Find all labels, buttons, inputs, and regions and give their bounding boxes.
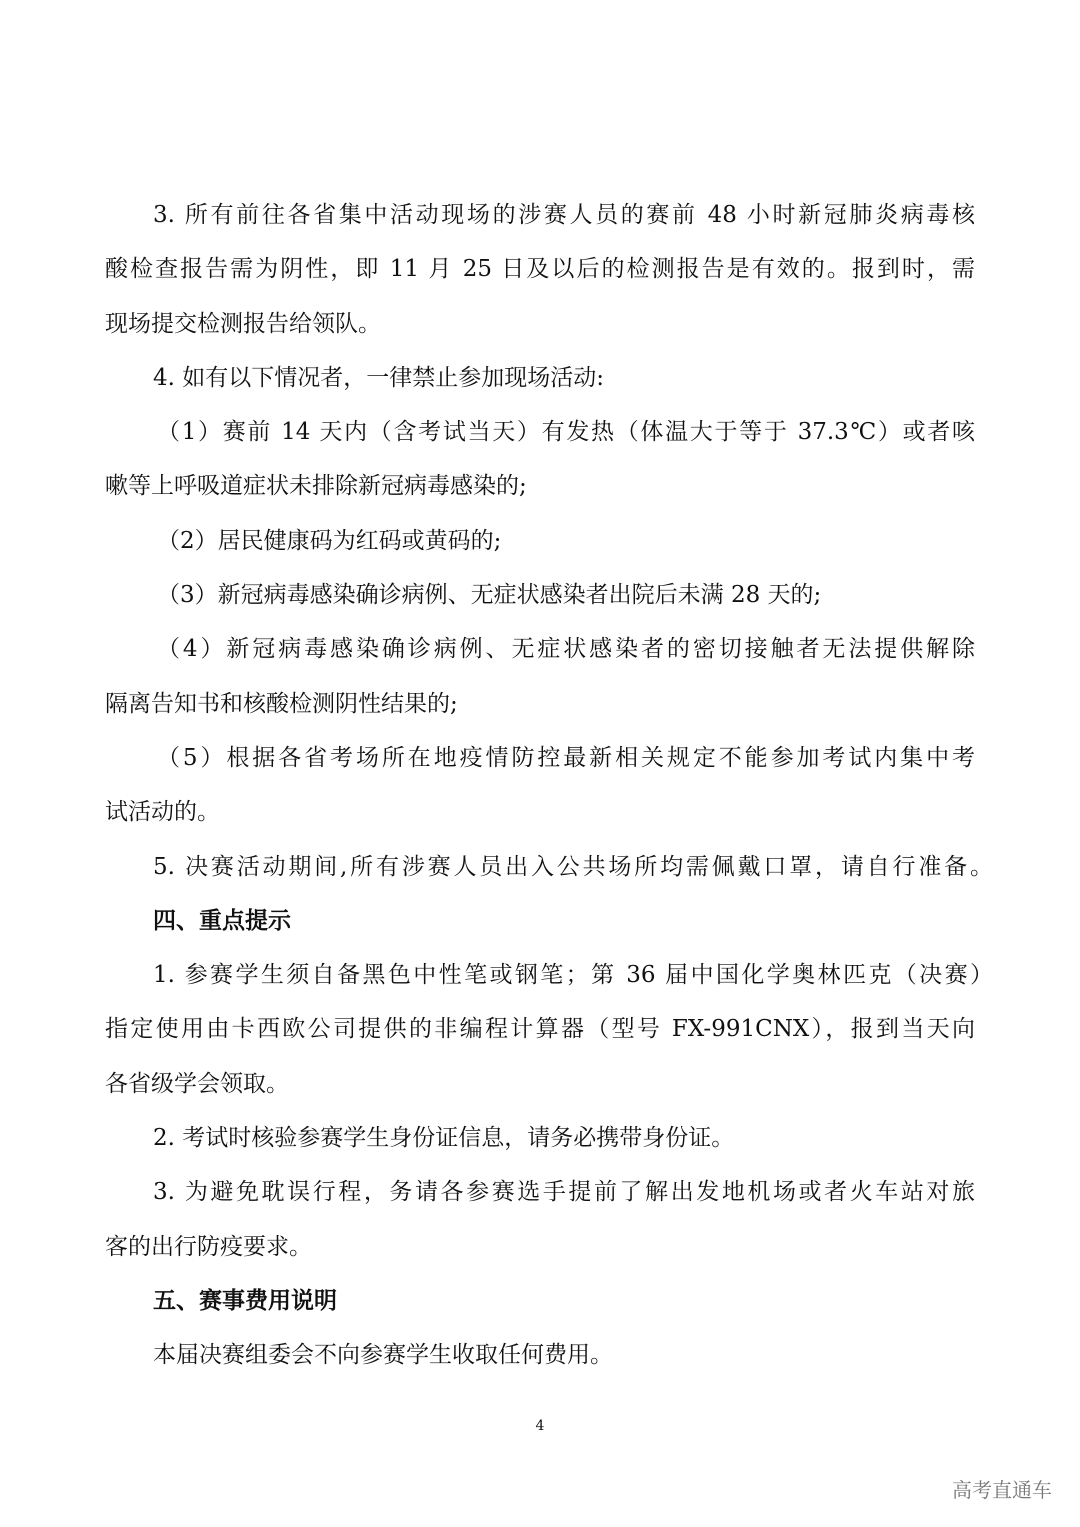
paragraph-line: 1. 参赛学生须自备黑色中性笔或钢笔；第 36 届中国化学奥林匹克（决赛） — [153, 962, 993, 989]
document-body — [105, 188, 993, 1383]
paragraph-line: （1）赛前 14 天内（含考试当天）有发热（体温大于等于 37.3℃）或者咳 — [157, 419, 975, 446]
paragraph-line: 酸检查报告需为阴性，即 11 月 25 日及以后的检测报告是有效的。报到时，需 — [105, 256, 975, 283]
paragraph-line: 各省级学会领取。 — [105, 1070, 289, 1097]
paragraph-line: 试活动的。 — [105, 799, 220, 826]
paragraph-line: （2）居民健康码为红码或黄码的; — [157, 527, 502, 554]
paragraph-line: 4. 如有以下情况者，一律禁止参加现场活动: — [153, 364, 605, 391]
paragraph-line: 2. 考试时核验参赛学生身份证信息，请务必携带身份证。 — [153, 1125, 735, 1152]
paragraph-line: 本届决赛组委会不向参赛学生收取任何费用。 — [153, 1342, 613, 1369]
paragraph-line: 5. 决赛活动期间,所有涉赛人员出入公共场所均需佩戴口罩，请自行准备。 — [153, 853, 993, 880]
paragraph-line: 现场提交检测报告给领队。 — [105, 310, 381, 337]
page-number: 4 — [535, 1418, 545, 1434]
paragraph-line: 嗽等上呼吸道症状未排除新冠病毒感染的; — [105, 473, 527, 500]
paragraph-line: 客的出行防疫要求。 — [105, 1233, 312, 1260]
watermark: 高考直通车 — [952, 1478, 1052, 1502]
section-heading: 四、重点提示 — [153, 906, 291, 934]
paragraph-line: 隔离告知书和核酸检测阴性结果的; — [105, 690, 458, 717]
paragraph-line: （3）新冠病毒感染确诊病例、无症状感染者出院后未满 28 天的; — [157, 582, 822, 609]
section-heading: 五、赛事费用说明 — [153, 1286, 337, 1314]
paragraph-line: 3. 为避免耽误行程，务请各参赛选手提前了解出发地机场或者火车站对旅 — [153, 1179, 975, 1206]
paragraph-line: 3. 所有前往各省集中活动现场的涉赛人员的赛前 48 小时新冠肺炎病毒核 — [153, 202, 975, 228]
paragraph-line: 指定使用由卡西欧公司提供的非编程计算器（型号 FX-991CNX），报到当天向 — [105, 1016, 975, 1043]
paragraph-line: （4）新冠病毒感染确诊病例、无症状感染者的密切接触者无法提供解除 — [157, 636, 975, 663]
paragraph-line: （5）根据各省考场所在地疫情防控最新相关规定不能参加考试内集中考 — [157, 744, 975, 771]
